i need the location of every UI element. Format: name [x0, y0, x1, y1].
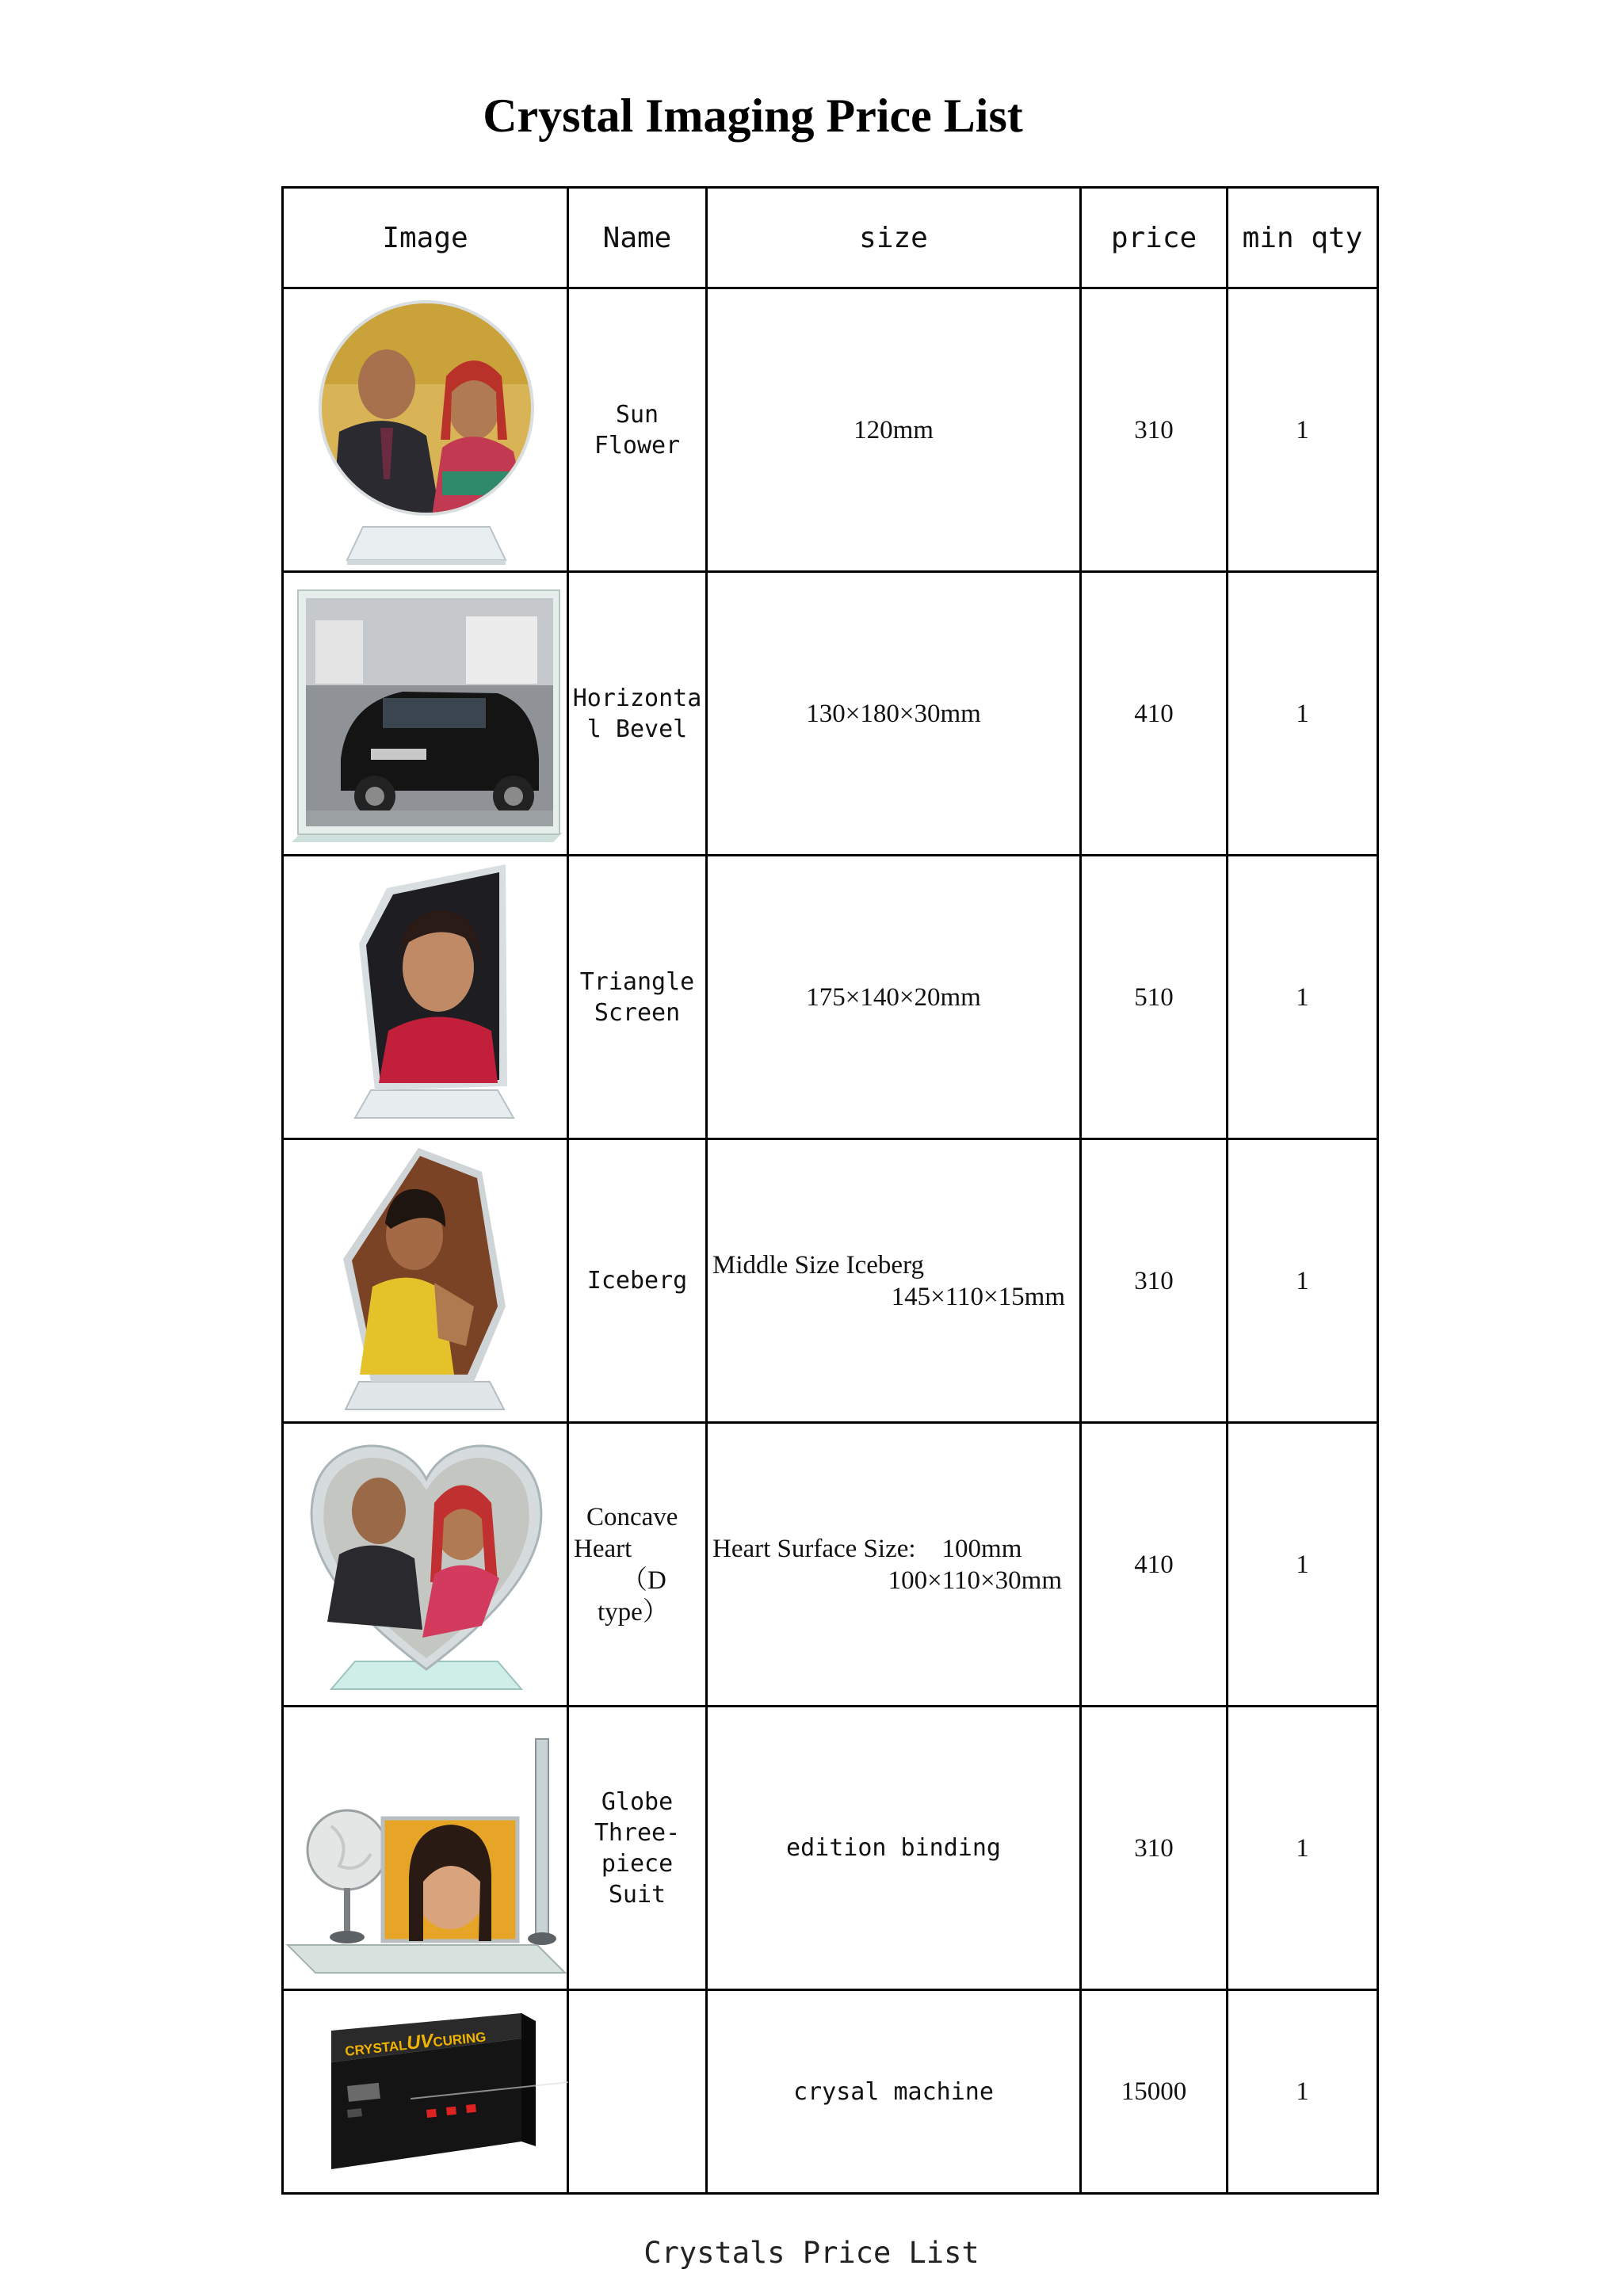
name-line-3: （D	[621, 1566, 666, 1595]
triangle-screen-crystal-photo	[284, 856, 569, 1138]
name-line: Three-	[594, 1818, 681, 1847]
footer-caption: Crystals Price List	[643, 2236, 980, 2270]
image-cell	[283, 1990, 568, 2194]
header-image: Image	[283, 188, 568, 288]
size-cell: edition binding	[707, 1707, 1081, 1990]
name-line: Flower	[594, 431, 681, 460]
min-qty-cell: 1	[1228, 572, 1378, 856]
size-cell	[707, 1423, 1081, 1707]
concave-heart-crystal-photo	[284, 1424, 569, 1705]
name-line-2: Heart	[574, 1534, 632, 1563]
name-line: Screen	[594, 998, 681, 1027]
price-cell: 410	[1081, 572, 1228, 856]
price-cell: 310	[1081, 288, 1228, 572]
size-line-1: Middle Size Iceberg	[712, 1250, 924, 1280]
min-qty-cell: 1	[1228, 1707, 1378, 1990]
price-table	[281, 186, 1379, 2195]
image-cell	[283, 1423, 568, 1707]
machine-logo-text: CRYSTALUVCURING	[344, 2029, 487, 2059]
name-line: Sun	[615, 400, 659, 429]
name-cell: Iceberg	[568, 1139, 707, 1423]
name-line: Globe	[601, 1787, 674, 1816]
horizontal-bevel-crystal-car-photo	[284, 573, 569, 854]
name-cell	[568, 1423, 707, 1707]
min-qty-cell: 1	[1228, 1139, 1378, 1423]
name-cell	[568, 1990, 707, 2194]
size-line-2: 145×110×15mm	[891, 1282, 1065, 1311]
sun-flower-crystal-photo	[284, 289, 569, 570]
name-line-4: type）	[598, 1597, 669, 1627]
image-cell	[283, 288, 568, 572]
price-cell: 15000	[1081, 1990, 1228, 2194]
price-cell: 310	[1081, 1707, 1228, 1990]
image-cell	[283, 572, 568, 856]
name-cell	[568, 288, 707, 572]
header-size: size	[707, 188, 1081, 288]
iceberg-crystal-photo	[284, 1140, 569, 1421]
header-name: Name	[568, 188, 707, 288]
min-qty-cell: 1	[1228, 1990, 1378, 2194]
name-cell	[568, 856, 707, 1139]
crystal-uv-curing-machine	[284, 1991, 569, 2192]
image-cell	[283, 856, 568, 1139]
table-row	[283, 856, 1378, 1139]
min-qty-cell: 1	[1228, 856, 1378, 1139]
min-qty-cell: 1	[1228, 288, 1378, 572]
name-line: piece	[601, 1849, 674, 1878]
table-row	[283, 1139, 1378, 1423]
size-cell: crysal machine	[707, 1990, 1081, 2194]
table-row	[283, 572, 1378, 856]
page-title: Crystal Imaging Price List	[483, 90, 1023, 142]
name-line-1: Concave	[586, 1502, 678, 1531]
name-line: Horizonta	[572, 684, 702, 712]
name-line: l Bevel	[586, 715, 688, 743]
name-line: Suit	[608, 1880, 666, 1909]
size-cell: 130×180×30mm	[707, 572, 1081, 856]
name-cell	[568, 1707, 707, 1990]
price-cell: 510	[1081, 856, 1228, 1139]
header-price: price	[1081, 188, 1228, 288]
name-line: Triangle	[579, 967, 695, 996]
product-name	[569, 399, 705, 461]
name-cell	[568, 572, 707, 856]
header-min-qty: min qty	[1228, 188, 1378, 288]
min-qty-cell: 1	[1228, 1423, 1378, 1707]
table-row	[283, 1423, 1378, 1707]
size-line-1: Heart Surface Size: 100mm	[712, 1534, 1022, 1563]
image-cell	[283, 1139, 568, 1423]
size-cell: 175×140×20mm	[707, 856, 1081, 1139]
table-header-row	[283, 188, 1378, 288]
size-cell	[707, 1139, 1081, 1423]
size-line-2: 100×110×30mm	[888, 1566, 1062, 1595]
globe-three-piece-suit-photo	[284, 1707, 569, 1989]
table-row	[283, 1707, 1378, 1990]
price-cell: 410	[1081, 1423, 1228, 1707]
table-row	[283, 288, 1378, 572]
table-row	[283, 1990, 1378, 2194]
size-cell: 120mm	[707, 288, 1081, 572]
price-cell: 310	[1081, 1139, 1228, 1423]
image-cell	[283, 1707, 568, 1990]
